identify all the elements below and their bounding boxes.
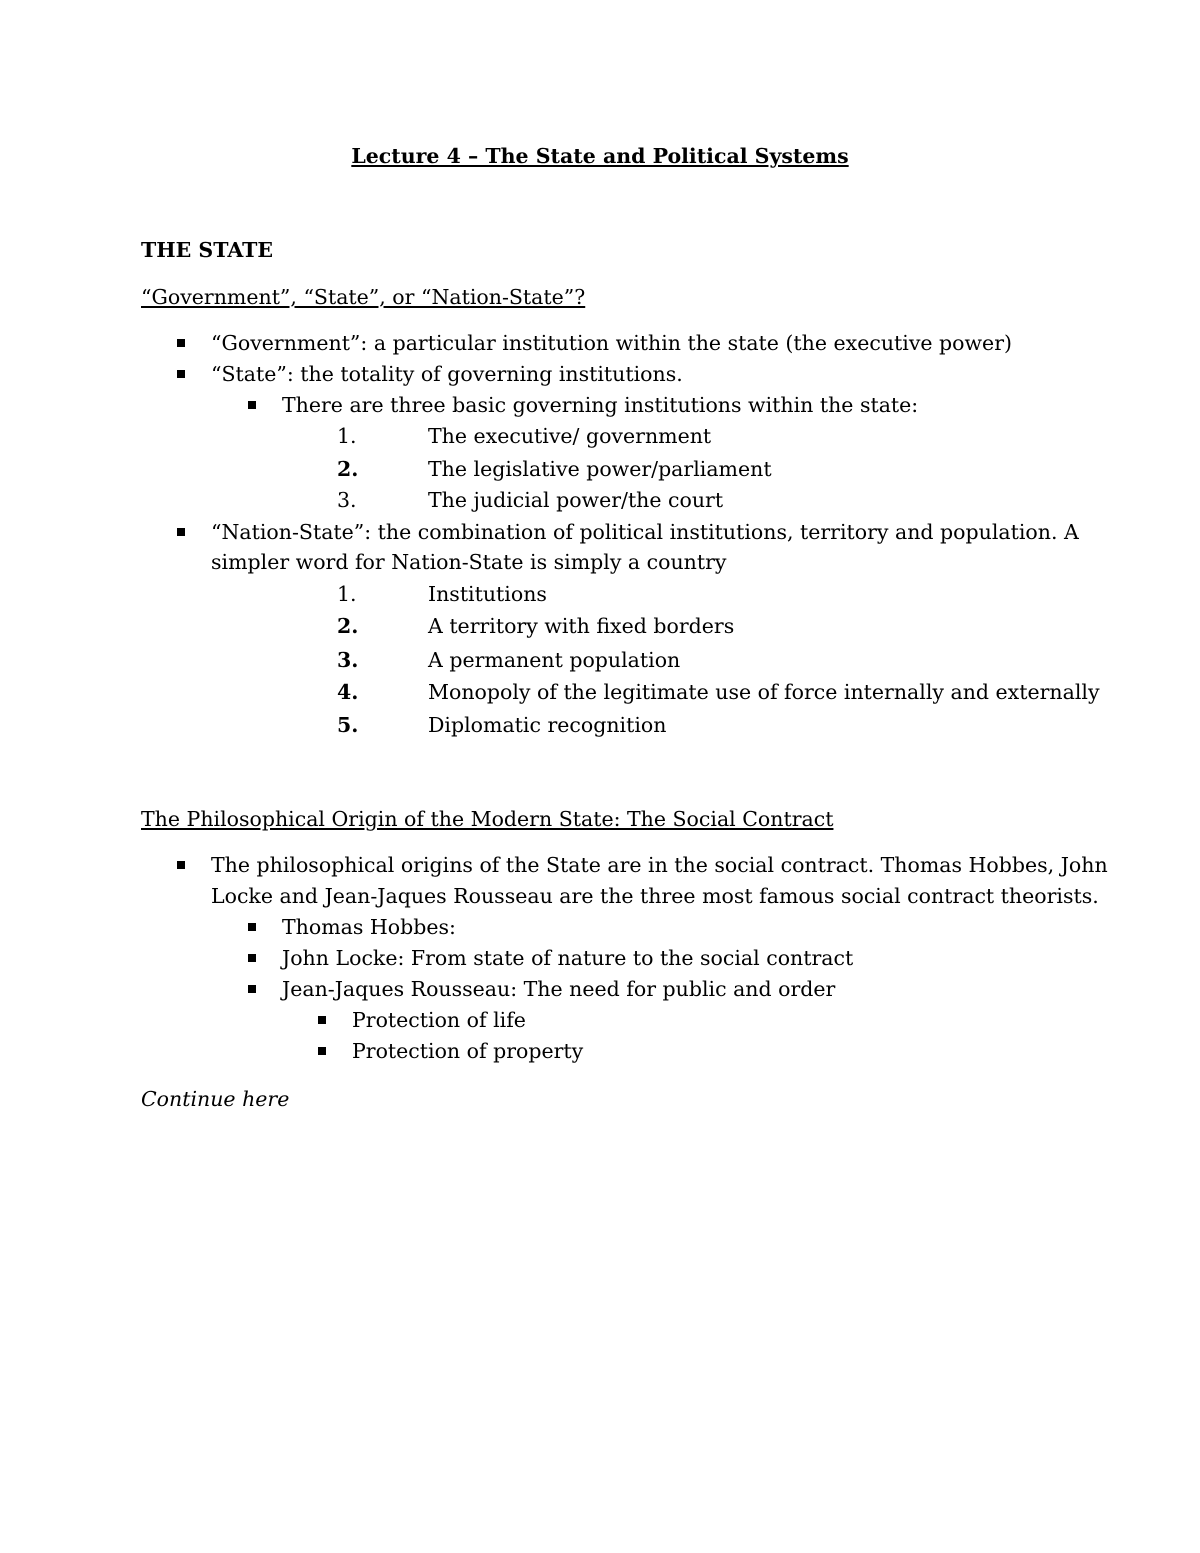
bullet-marker (248, 954, 256, 962)
list-item-ns-force: Monopoly of the legitimate use of force internally and externally (428, 680, 1100, 704)
list-number: 1. (337, 424, 357, 448)
list-number: 3. (337, 648, 359, 672)
list-number: 4. (337, 680, 359, 704)
list-item-ns-institutions: Institutions (428, 582, 547, 606)
continue-note: Continue here (141, 1087, 290, 1111)
subheading-social-contract: The Philosophical Origin of the Modern State: The Social Contract (141, 807, 834, 831)
list-item-judicial: The judicial power/the court (428, 488, 724, 512)
list-number: 3. (337, 488, 357, 512)
list-number: 2. (337, 614, 359, 638)
bullet-marker (248, 923, 256, 931)
list-item-state: “State”: the totality of governing institutions. (211, 362, 683, 386)
list-item-institutions-intro: There are three basic governing institutions within the state: (282, 393, 919, 417)
list-item-ns-territory: A territory with fixed borders (428, 614, 735, 638)
list-item-protection-life: Protection of life (352, 1008, 526, 1032)
section-heading: THE STATE (141, 238, 273, 262)
bullet-marker (318, 1016, 326, 1024)
list-number: 5. (337, 713, 359, 737)
list-item-rousseau: Jean-Jaques Rousseau: The need for public and order (282, 977, 836, 1001)
bullet-marker (177, 861, 185, 869)
subheading-terms: “Government”, “State”, or “Nation-State”? (141, 285, 586, 309)
list-item-legislative: The legislative power/parliament (428, 457, 772, 481)
list-item-origins-cont: Locke and Jean-Jaques Rousseau are the three most famous social contract theorists. (211, 884, 1099, 908)
list-item-locke: John Locke: From state of nature to the social contract (282, 946, 854, 970)
list-item-ns-population: A permanent population (428, 648, 681, 672)
list-item-government: “Government”: a particular institution within the state (the executive power) (211, 331, 1012, 355)
bullet-marker (318, 1047, 326, 1055)
list-number: 2. (337, 457, 359, 481)
list-item-hobbes: Thomas Hobbes: (282, 915, 456, 939)
bullet-marker (177, 528, 185, 536)
list-item-executive: The executive/ government (428, 424, 712, 448)
list-item-ns-recognition: Diplomatic recognition (428, 713, 667, 737)
bullet-marker (177, 339, 185, 347)
bullet-marker (248, 401, 256, 409)
list-item-nation-state-cont: simpler word for Nation-State is simply a country (211, 550, 727, 574)
list-item-protection-property: Protection of property (352, 1039, 584, 1063)
bullet-marker (177, 370, 185, 378)
bullet-marker (248, 985, 256, 993)
list-item-origins: The philosophical origins of the State are in the social contract. Thomas Hobbes, John (211, 853, 1108, 877)
page-title: Lecture 4 – The State and Political Systems (351, 144, 849, 168)
list-number: 1. (337, 582, 357, 606)
list-item-nation-state: “Nation-State”: the combination of political institutions, territory and population. A (211, 520, 1079, 544)
